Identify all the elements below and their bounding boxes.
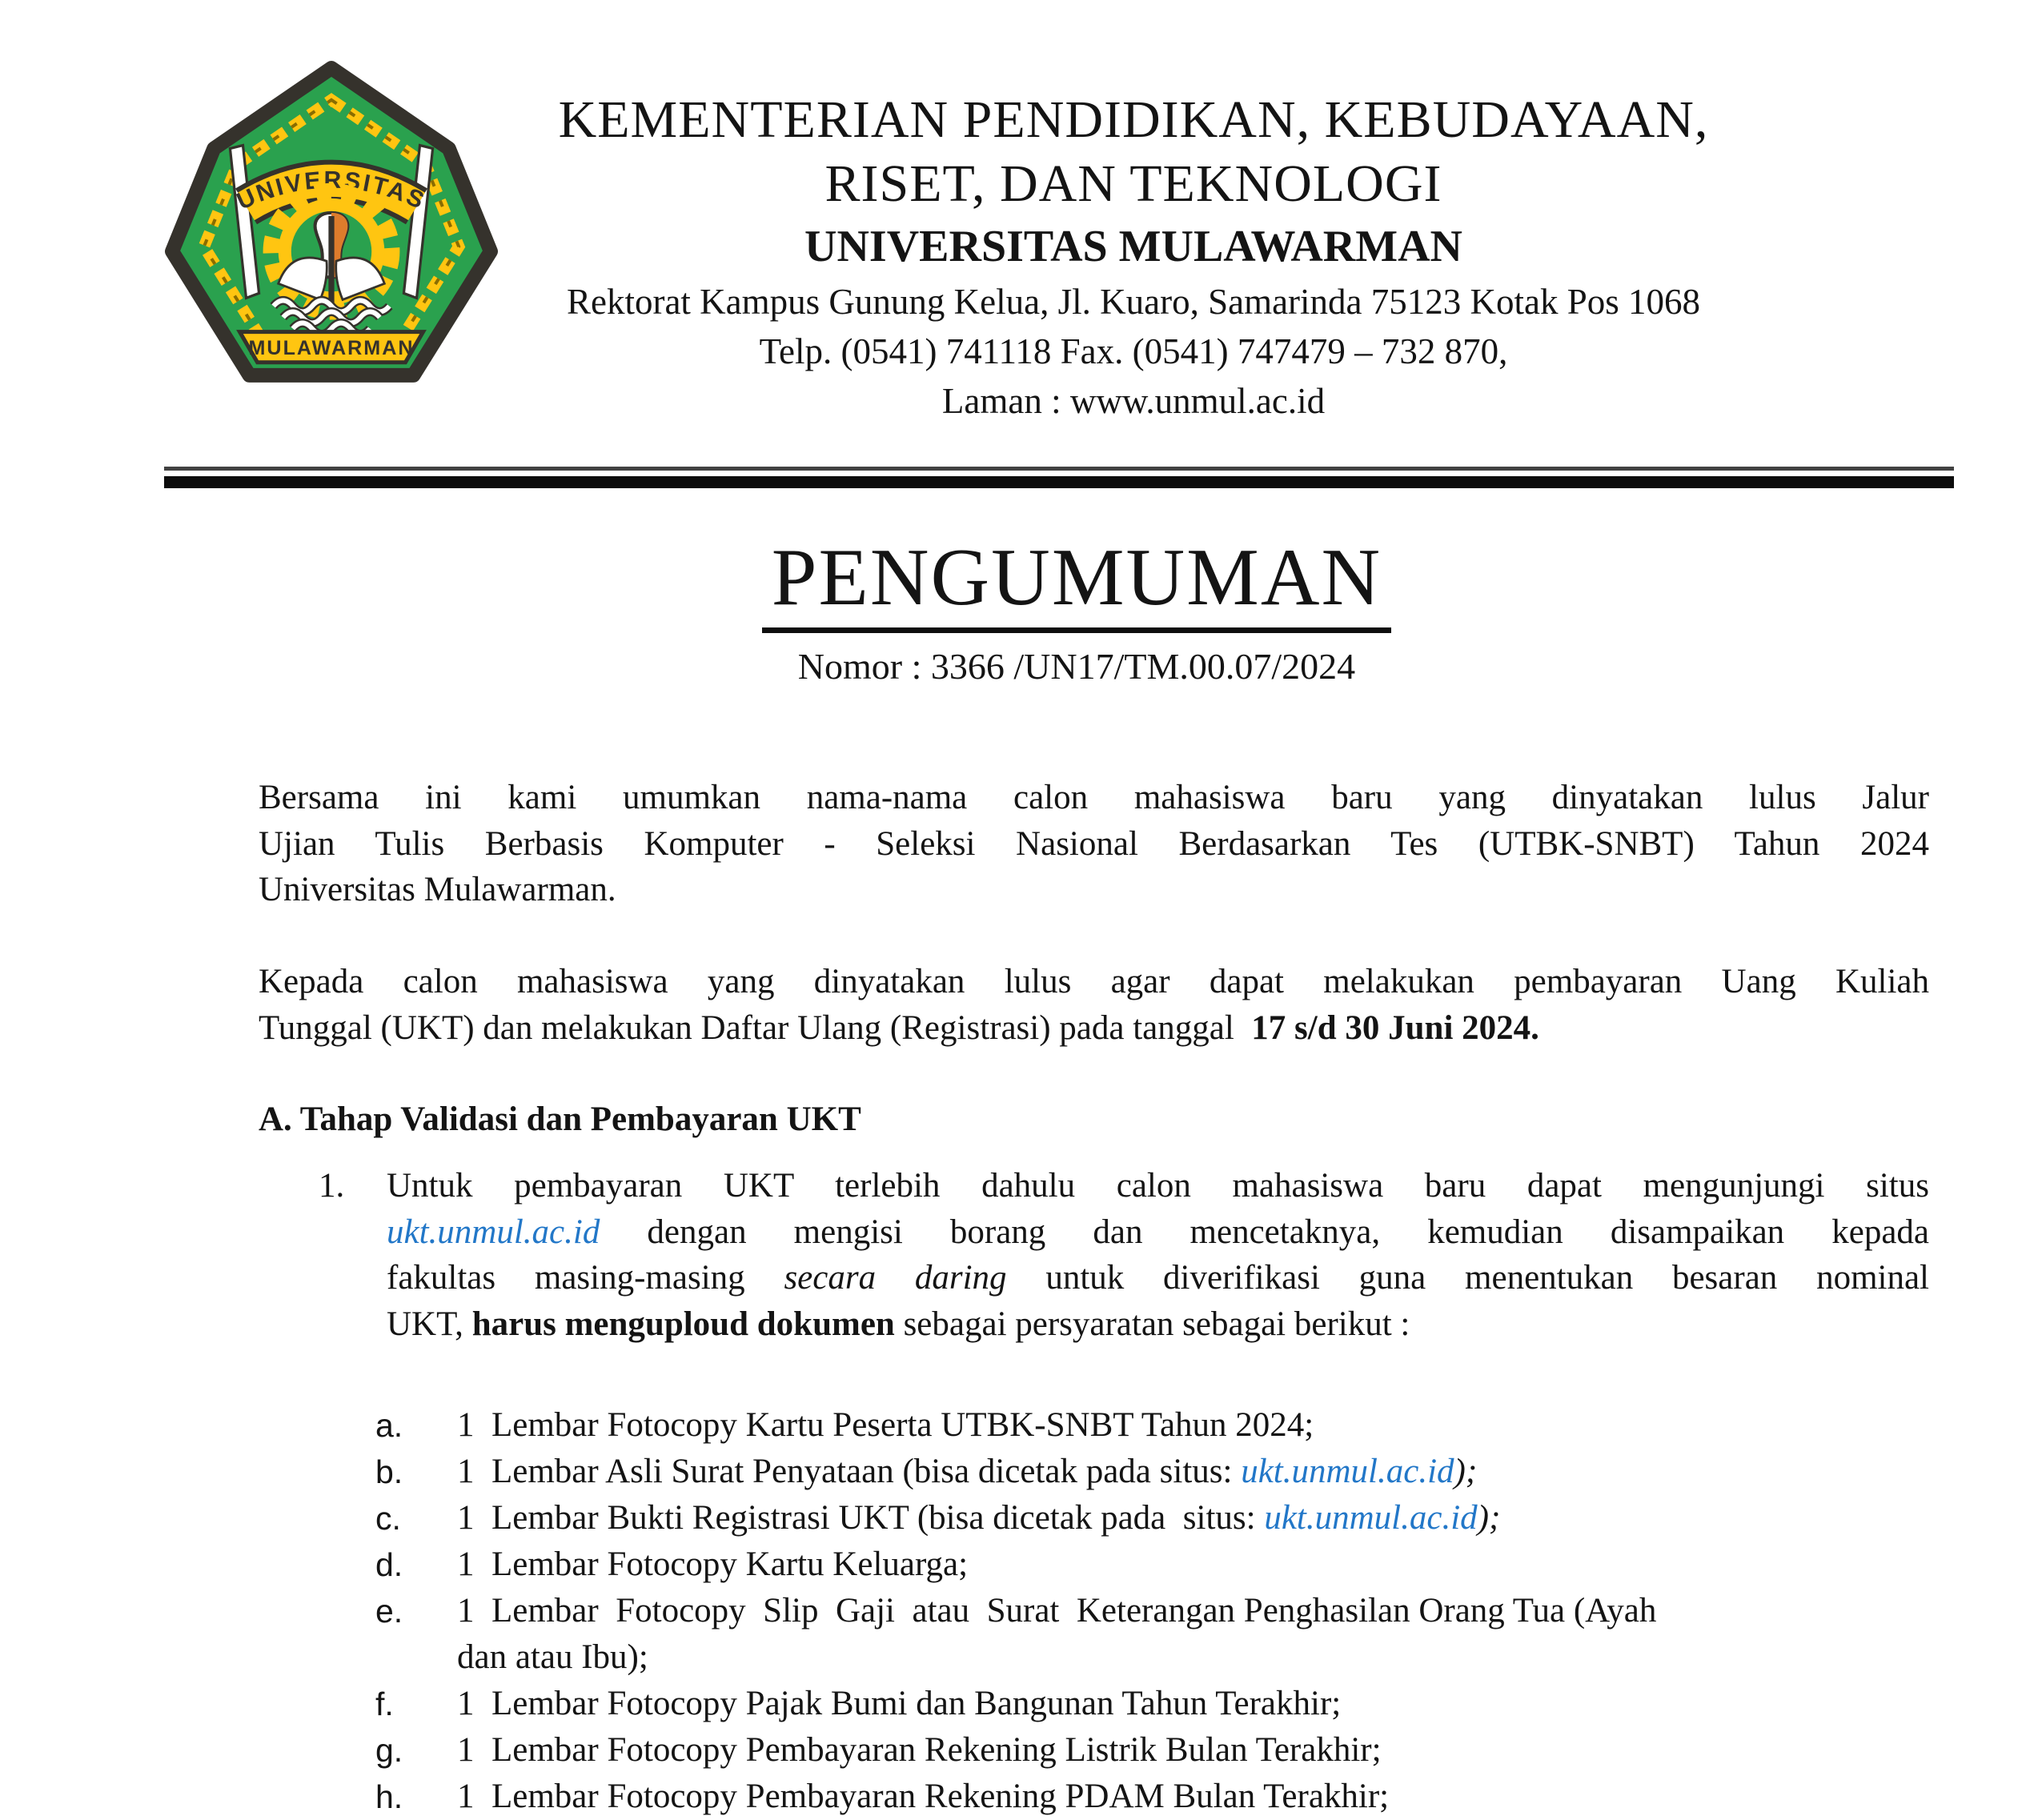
paragraph-text: Tunggal (UKT) dan melakukan Daftar Ulang (Registrasi) pada tanggal: [259, 1008, 1252, 1047]
list-marker: c.: [375, 1500, 401, 1537]
university-seal-logo: [162, 56, 500, 399]
announcement-title: PENGUMUMAN: [762, 535, 1391, 633]
section-a-heading: A. Tahap Validasi dan Pembayaran UKT: [259, 1100, 861, 1138]
letterhead: [488, 88, 1779, 426]
list-item: [375, 1588, 1929, 1681]
title-block: [240, 532, 1913, 691]
item-text-segment: sebagai persyaratan sebagai berikut :: [894, 1305, 1410, 1343]
list-marker: b.: [375, 1453, 403, 1490]
list-item: [375, 1402, 1929, 1449]
university-name: UNIVERSITAS MULAWARMAN: [804, 222, 1462, 271]
list-item: [375, 1495, 1929, 1541]
item-line: [387, 1209, 1929, 1256]
letterhead-divider: [164, 467, 1954, 488]
list-item: [375, 1727, 1929, 1774]
list-marker: g.: [375, 1732, 403, 1769]
list-item: [375, 1774, 1929, 1820]
ukt-link[interactable]: ukt.unmul.ac.id: [387, 1213, 600, 1251]
ukt-link[interactable]: ukt.unmul.ac.id: [1241, 1453, 1454, 1490]
item-text-segment: dengan mengisi borang dan mencetaknya, kemudian disampaikan kepada: [600, 1213, 1929, 1251]
upload-requirement-bold: harus menguploud dokumen: [471, 1305, 895, 1343]
requirements-list: [375, 1402, 1929, 1820]
jar-pole: [328, 216, 334, 303]
item-line: [387, 1255, 1929, 1301]
divider-thin-line: [164, 467, 1954, 471]
ministry-name-line1: KEMENTERIAN PENDIDIKAN, KEBUDAYAAN,: [558, 90, 1709, 149]
list-item-line: 1 Lembar Fotocopy Slip Gaji atau Surat Keterangan Penghasilan Orang Tua (Ayah: [457, 1592, 1657, 1630]
list-marker: f.: [375, 1686, 394, 1722]
list-item-line: dan atau Ibu);: [457, 1638, 648, 1676]
paragraph-line: Bersama ini kami umumkan nama-nama calon mahasiswa baru yang dinyatakan lulus Jalur: [259, 779, 1929, 816]
item-text-segment: untuk diverifikasi guna menentukan besaran nominal: [1006, 1259, 1929, 1297]
item-text: [387, 1163, 1929, 1347]
item-text-segment: fakultas masing-masing: [387, 1259, 784, 1297]
list-item-text: 1 Lembar Fotocopy Pembayaran Rekening Listrik Bulan Terakhir;: [457, 1731, 1382, 1769]
item-text-segment: UKT,: [387, 1305, 472, 1343]
list-item: [375, 1541, 1929, 1588]
item-number: 1.: [319, 1167, 345, 1205]
logo-banner-bottom-text: MULAWARMAN: [248, 336, 415, 359]
list-item-text: );: [1477, 1499, 1501, 1537]
list-item-text: 1 Lembar Bukti Registrasi UKT (bisa dicetak pada situs:: [457, 1499, 1265, 1537]
list-item-text: 1 Lembar Fotocopy Kartu Keluarga;: [457, 1545, 969, 1583]
list-marker: a.: [375, 1407, 403, 1444]
item-line: [387, 1301, 1929, 1348]
item-line: Untuk pembayaran UKT terlebih dahulu calon mahasiswa baru dapat mengunjungi situs: [387, 1167, 1929, 1205]
list-item: [375, 1681, 1929, 1727]
list-marker: e.: [375, 1593, 403, 1630]
list-item: [375, 1449, 1929, 1495]
list-item-text: 1 Lembar Fotocopy Pajak Bumi dan Bangunan Tahun Terakhir;: [457, 1685, 1342, 1722]
numbered-item-1: [319, 1163, 1929, 1347]
paragraph-line: [259, 1005, 1929, 1052]
paragraph-intro: [259, 775, 1929, 913]
university-address: Rektorat Kampus Gunung Kelua, Jl. Kuaro, Samarinda 75123 Kotak Pos 1068: [566, 282, 1701, 322]
university-phone-fax: Telp. (0541) 741118 Fax. (0541) 747479 – 732 870,: [759, 331, 1508, 371]
list-marker: h.: [375, 1778, 403, 1815]
list-item-text: );: [1454, 1453, 1478, 1490]
paragraph-payment-period: [259, 959, 1929, 1051]
divider-thick-line: [164, 476, 1954, 488]
ministry-name-line2: RISET, DAN TEKNOLOGI: [824, 154, 1442, 213]
registration-deadline: 17 s/d 30 Juni 2024.: [1251, 1008, 1539, 1047]
ukt-link[interactable]: ukt.unmul.ac.id: [1264, 1499, 1478, 1537]
list-item-text: 1 Lembar Asli Surat Penyataan (bisa dicetak pada situs:: [457, 1453, 1242, 1490]
logo-banner-top-text: UNIVERSITAS: [233, 166, 430, 215]
list-item-text: 1 Lembar Fotocopy Pembayaran Rekening PDAM Bulan Terakhir;: [457, 1778, 1390, 1815]
list-marker: d.: [375, 1546, 403, 1583]
paragraph-line: Kepada calon mahasiswa yang dinyatakan lulus agar dapat melakukan pembayaran Uang Kuliah: [259, 963, 1929, 1000]
announcement-number: Nomor : 3366 /UN17/TM.00.07/2024: [797, 646, 1356, 687]
secara-daring-italic: secara daring: [784, 1259, 1007, 1297]
university-website: Laman : www.unmul.ac.id: [941, 381, 1326, 421]
paragraph-line: Ujian Tulis Berbasis Komputer - Seleksi Nasional Berdasarkan Tes (UTBK-SNBT) Tahun 2024: [259, 824, 1929, 863]
list-item-text: 1 Lembar Fotocopy Kartu Peserta UTBK-SNBT Tahun 2024;: [457, 1406, 1314, 1444]
paragraph-line: Universitas Mulawarman.: [259, 871, 616, 908]
